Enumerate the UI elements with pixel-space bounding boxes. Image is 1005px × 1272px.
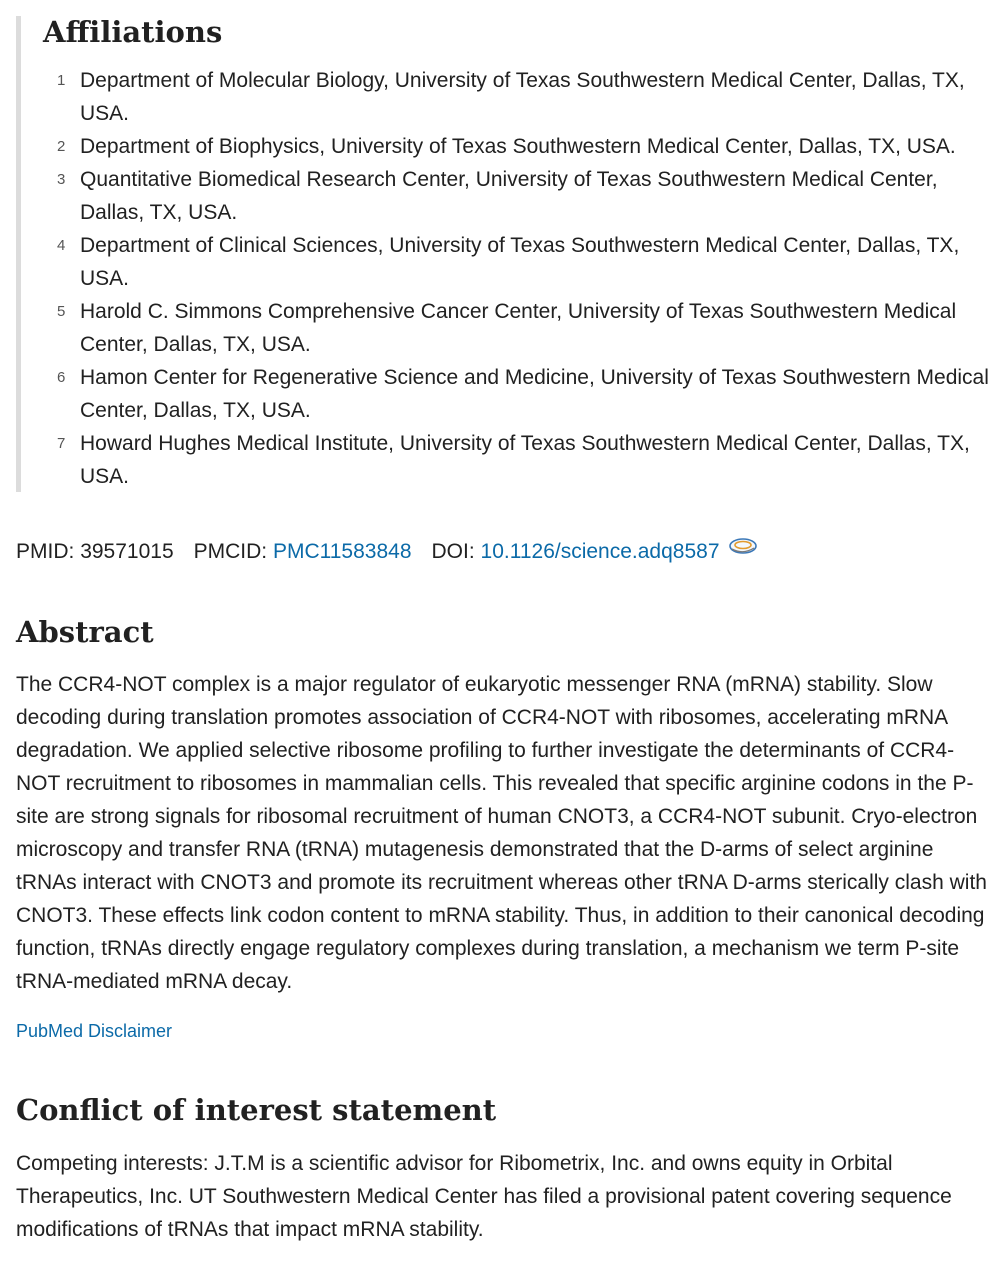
affiliations-list <box>43 64 996 493</box>
affiliation-text: Howard Hughes Medical Institute, University of Texas Southwestern Medical Center, Dallas, TX, USA. <box>80 432 970 488</box>
affiliation-text: Department of Molecular Biology, University of Texas Southwestern Medical Center, Dallas, TX, USA. <box>80 69 965 125</box>
article-content <box>16 0 996 1241</box>
conflict-of-interest-text: Competing interests: J.T.M is a scientific advisor for Ribometrix, Inc. and owns equity in Orbital Therapeutics, Inc. UT Southwestern Medical Center has filed a provisional patent covering sequence modifications of tRNAs that impact mRNA stability. <box>16 1152 952 1241</box>
pmcid-label: PMCID: <box>193 540 268 563</box>
conflict-of-interest-title: Conflict of interest statement <box>16 1093 497 1127</box>
affiliation-item <box>43 229 996 295</box>
affiliation-text: Quantitative Biomedical Research Center, University of Texas Southwestern Medical Center, Dallas, TX, USA. <box>80 168 938 224</box>
affiliations-title: Affiliations <box>43 15 223 49</box>
pmid-value: 39571015 <box>80 540 174 563</box>
affiliation-item <box>43 361 996 427</box>
abstract-text: The CCR4-NOT complex is a major regulator of eukaryotic messenger RNA (mRNA) stability. Slow decoding during translation promotes association of CCR4-NOT with ribosomes, accelerating mRNA degradation. We applied selective ribosome profiling to further investigate the determinants of CCR4-NOT recruitment to ribosomes in mammalian cells. This revealed that specific arginine codons in the P-site are strong signals for ribosomal recruitment of human CNOT3, a CCR4-NOT subunit. Cryo-electron microscopy and transfer RNA (tRNA) mutagenesis demonstrated that the D-arms of select arginine tRNAs interact with CNOT3 and promote its recruitment whereas other tRNA D-arms sterically clash with CNOT3. These effects link codon content to mRNA stability. Thus, in addition to their canonical decoding function, tRNAs directly engage regulatory complexes during translation, a mechanism we term P-site tRNA-mediated mRNA decay. <box>16 673 987 993</box>
affiliation-number: 5 <box>57 303 66 320</box>
affiliation-item <box>43 295 996 361</box>
pubmed-disclaimer-link[interactable]: PubMed Disclaimer <box>16 1021 173 1041</box>
affiliation-number: 1 <box>57 72 66 89</box>
affiliation-number: 7 <box>57 435 66 452</box>
affiliation-text: Department of Clinical Sciences, University of Texas Southwestern Medical Center, Dallas, TX, USA. <box>80 234 960 290</box>
affiliation-number: 4 <box>57 237 66 254</box>
doi-link[interactable]: 10.1126/science.adq8587 <box>480 540 720 563</box>
affiliations-section <box>16 16 996 492</box>
affiliation-number: 3 <box>57 171 66 188</box>
affiliation-text: Harold C. Simmons Comprehensive Cancer Center, University of Texas Southwestern Medical Center, Dallas, TX, USA. <box>80 300 957 356</box>
free-full-text-icon[interactable] <box>728 534 758 556</box>
affiliation-text: Hamon Center for Regenerative Science and Medicine, University of Texas Southwestern Medical Center, Dallas, TX, USA. <box>80 366 989 422</box>
affiliation-item <box>43 64 996 130</box>
pmcid-link[interactable]: PMC11583848 <box>272 540 412 563</box>
affiliation-item <box>43 130 996 163</box>
affiliation-item <box>43 427 996 493</box>
abstract-title: Abstract <box>16 615 154 649</box>
doi-label: DOI: <box>431 540 475 563</box>
affiliation-number: 6 <box>57 369 66 386</box>
affiliation-number: 2 <box>57 138 66 155</box>
pmid-label: PMID: <box>16 540 75 563</box>
affiliation-text: Department of Biophysics, University of Texas Southwestern Medical Center, Dallas, TX, USA. <box>80 135 956 158</box>
affiliation-item <box>43 163 996 229</box>
article-identifiers <box>16 535 758 568</box>
